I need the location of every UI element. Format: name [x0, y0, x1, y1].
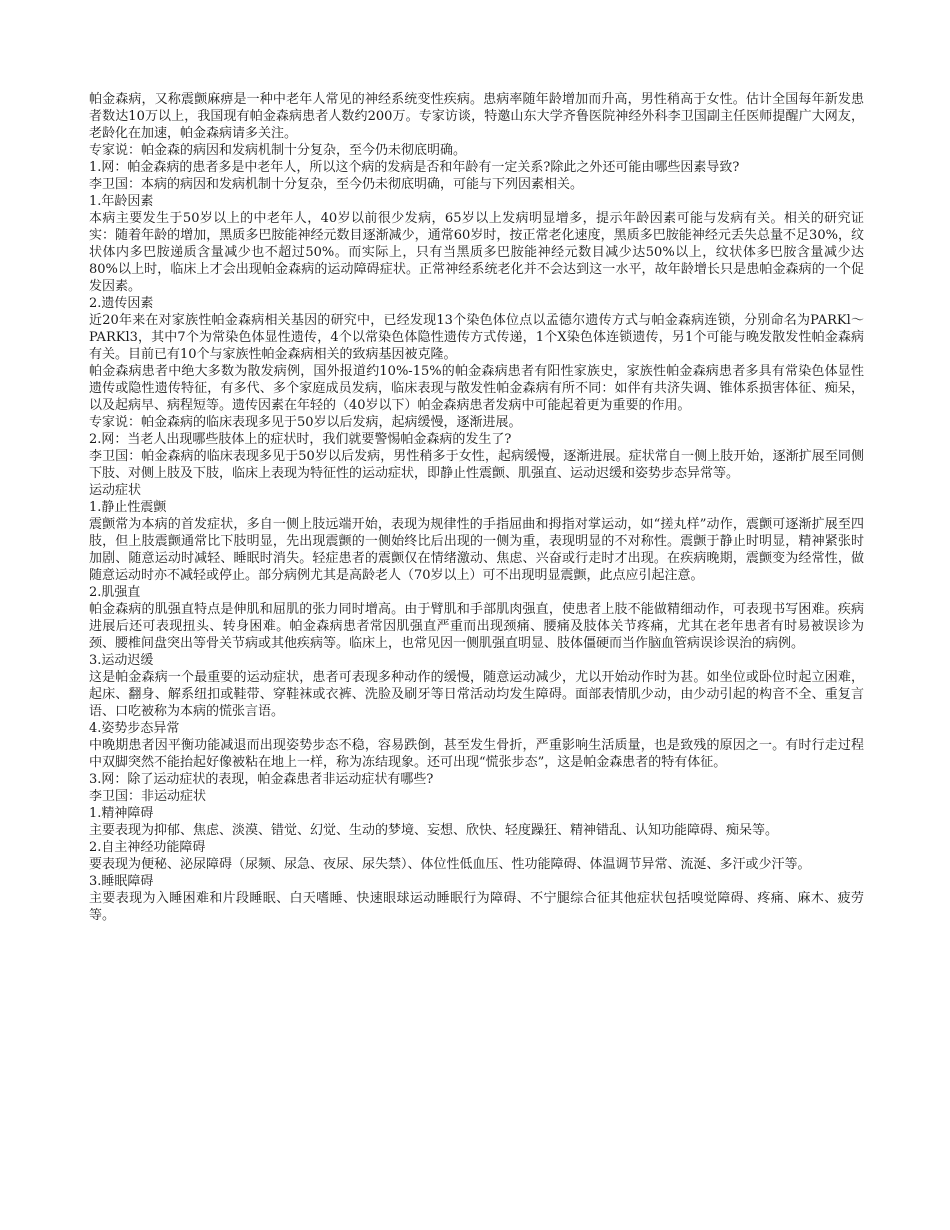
genetics-paragraph-1: 近20年来在对家族性帕金森病相关基因的研究中，已经发现13个染色体位点以孟德尔遗传方式与帕金森病连锁，分别命名为PARKl～PARKl3，其中7个为常染色体显性遗传，4个以常染色体隐性遗传方式传递，1个X染色体连锁遗传，另1个可能与晚发散发性帕金森病有关。目前已有10个与家族性帕金森病相关的致病基因被克隆。: [89, 313, 864, 362]
section-heading-age: 1.年龄因素: [89, 194, 154, 209]
subheading-resting-tremor: 1.静止性震颤: [89, 500, 167, 515]
expert-summary-clinical: 专家说：帕金森病的临床表现多见于50岁以后发病，起病缓慢，逐渐进展。: [89, 415, 522, 430]
genetics-paragraph-2: 帕金森病患者中绝大多数为散发病例，国外报道约10%-15%的帕金森病患者有阳性家族史，家族性帕金森病患者多具有常染色体显性遗传或隐性遗传特征，有多代、多个家庭成员发病，临床表现与散发性帕金森病有所不同：如伴有共济失调、锥体系损害体征、痴呆，以及起病早、病程短等。遗传因素在年轻的（40岁以下）帕金森病患者发病中可能起着更为重要的作用。: [89, 364, 864, 413]
answer-2-intro: 李卫国：帕金森病的临床表现多见于50岁以后发病，男性稍多于女性，起病缓慢，逐渐进展。症状常自一侧上肢开始，逐渐扩展至同侧下肢、对侧上肢及下肢，临床上表现为特征性的运动症状，即静止性震颤、肌强直、运动迟缓和姿势步态异常等。: [89, 449, 864, 481]
bradykinesia-paragraph: 这是帕金森病一个最重要的运动症状，患者可表现多种动作的缓慢，随意运动减少，尤以开始动作时为甚。如坐位或卧位时起立困难，起床、翻身、解系纽扣或鞋带、穿鞋袜或衣裤、洗脸及刷牙等日常活动均发生障碍。面部表情肌少动，由少动引起的构音不全、重复言语、口吃被称为本病的慌张言语。: [89, 670, 864, 719]
section-heading-motor-symptoms: 运动症状: [89, 483, 142, 498]
sleep-paragraph: 主要表现为入睡困难和片段睡眠、白天嗜睡、快速眼球运动睡眠行为障碍、不宁腿综合征其他症状包括嗅觉障碍、疼痛、麻木、疲劳等。: [89, 891, 864, 923]
answer-3-intro: 李卫国：非运动症状: [89, 789, 207, 804]
age-factor-paragraph: 本病主要发生于50岁以上的中老年人，40岁以前很少发病，65岁以上发病明显增多，提示年龄因素可能与发病有关。相关的研究证实：随着年龄的增加，黑质多巴胺能神经元数目逐渐减少，通常60岁时，按正常老化速度，黑质多巴胺能神经元丢失总量不足30%，纹状体内多巴胺递质含量减少也不超过50%。而实际上，只有当黑质多巴胺能神经元数目减少达50%以上，纹状体多巴胺含量减少达80%以上时，临床上才会出现帕金森病的运动障碍症状。正常神经系统老化并不会达到这一水平，故年龄增长只是患帕金森病的一个促发因素。: [89, 211, 864, 294]
gait-paragraph: 中晚期患者因平衡功能减退而出现姿势步态不稳，容易跌倒，甚至发生骨折，严重影响生活质量，也是致残的原因之一。有时行走过程中双脚突然不能抬起好像被粘在地上一样，称为冻结现象。还可出现“慌张步态”，这是帕金森患者的特有体征。: [89, 738, 864, 770]
answer-1-intro: 李卫国：本病的病因和发病机制十分复杂，至今仍未彻底明确，可能与下列因素相关。: [89, 177, 584, 192]
subheading-gait: 4.姿势步态异常: [89, 721, 180, 736]
subheading-sleep: 3.睡眠障碍: [89, 874, 154, 889]
intro-paragraph: 帕金森病，又称震颤麻痹是一种中老年人常见的神经系统变性疾病。患病率随年龄增加而升高，男性稍高于女性。估计全国每年新发患者数达10万以上，我国现有帕金森病患者人数约200万。专家访谈，特邀山东大学齐鲁医院神经外科李卫国副主任医师提醒广大网友，老龄化在加速，帕金森病请多关注。: [89, 92, 864, 141]
expert-summary-etiology: 专家说：帕金森的病因和发病机制十分复杂，至今仍未彻底明确。: [89, 143, 467, 158]
autonomic-paragraph: 要表现为便秘、泌尿障碍（尿频、尿急、夜尿、尿失禁）、体位性低血压、性功能障碍、体温调节异常、流涎、多汗或少汗等。: [89, 857, 811, 872]
rigidity-paragraph: 帕金森病的肌强直特点是伸肌和屈肌的张力同时增高。由于臂肌和手部肌肉强直，使患者上肢不能做精细动作，可表现书写困难。疾病进展后还可表现扭头、转身困难。帕金森病患者常因肌强直严重而出现颈痛、腰痛及肢体关节疼痛，尤其在老年患者有时易被误诊为颈、腰椎间盘突出等骨关节病或其他疾病等。临床上，也常见因一侧肌强直明显、肢体僵硬而当作脑血管病误诊误治的病例。: [89, 602, 864, 651]
subheading-rigidity: 2.肌强直: [89, 585, 141, 600]
tremor-paragraph: 震颤常为本病的首发症状，多自一侧上肢远端开始，表现为规律性的手指屈曲和拇指对掌运动，如“搓丸样”动作，震颤可逐渐扩展至四肢，但上肢震颤通常比下肢明显，先出现震颤的一侧始终比后出现的一侧为重，表现明显的不对称性。震颤于静止时明显，精神紧张时加剧、随意运动时减轻、睡眠时消失。轻症患者的震颤仅在情绪激动、焦虑、兴奋或行走时才出现。在疾病晚期，震颤变为经常性，做随意运动时亦不减轻或停止。部分病例尤其是高龄老人（70岁以上）可不出现明显震颤，此点应引起注意。: [89, 517, 864, 583]
mental-paragraph: 主要表现为抑郁、焦虑、淡漠、错觉、幻觉、生动的梦境、妄想、欣快、轻度躁狂、精神错乱、认知功能障碍、痴呆等。: [89, 823, 779, 838]
subheading-mental: 1.精神障碍: [89, 806, 154, 821]
subheading-autonomic: 2.自主神经功能障碍: [89, 840, 206, 855]
article-body: [89, 91, 864, 924]
subheading-bradykinesia: 3.运动迟缓: [89, 653, 154, 668]
question-3: 3.网：除了运动症状的表现，帕金森患者非运动症状有哪些?: [89, 772, 434, 787]
question-2: 2.网：当老人出现哪些肢体上的症状时，我们就要警惕帕金森病的发生了?: [89, 432, 512, 447]
question-1: 1.网：帕金森病的患者多是中老年人，所以这个病的发病是否和年龄有一定关系?除此之外还可能由哪些因素导致?: [89, 160, 740, 175]
section-heading-genetics: 2.遗传因素: [89, 296, 154, 311]
